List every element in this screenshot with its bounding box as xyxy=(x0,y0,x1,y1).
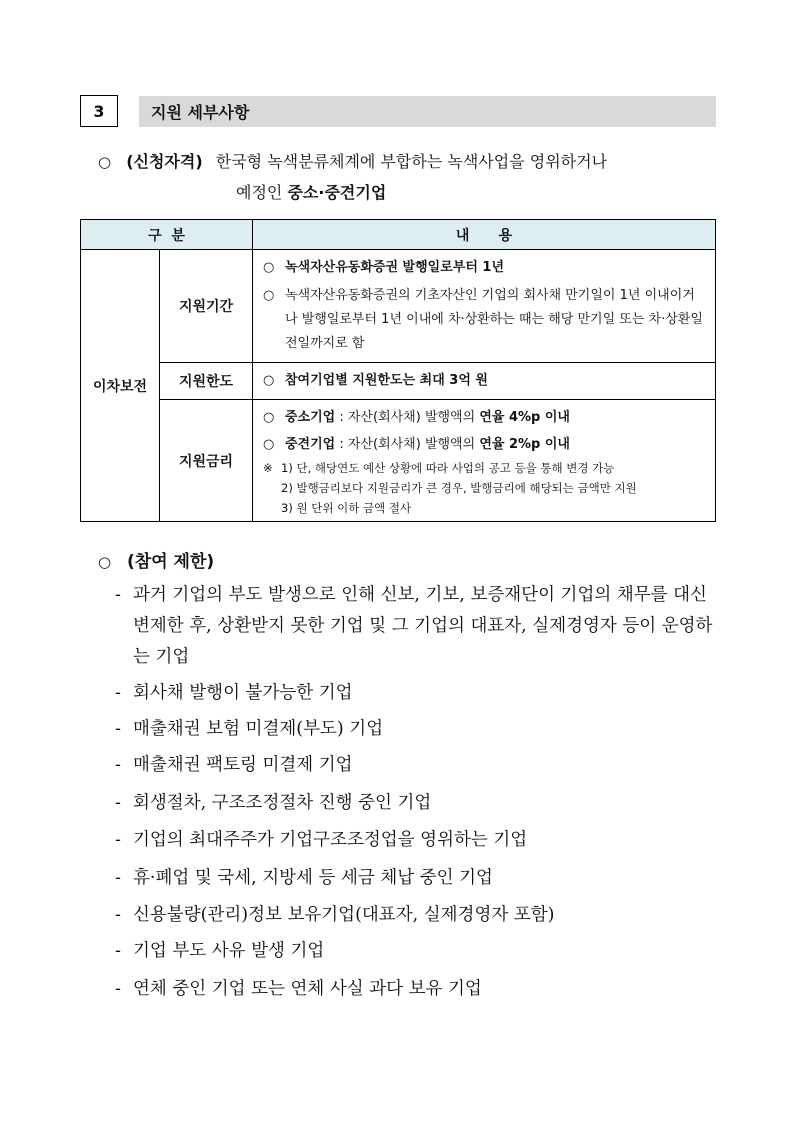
note-item: 2) 발행금리보다 지원금리가 큰 경우, 발행금리에 해당되는 금액만 지원 xyxy=(281,481,637,495)
list-item: ○ 녹색자산유동화증권의 기초자산인 기업의 회사채 만기일이 1년 이내이거나 발행일로부터 1년 이내에 차·상환하는 때는 해당 만기일 또는 차·상환일 전일까지로 함 xyxy=(263,288,703,351)
list-item: - 신용불량(관리)정보 보유기업(대표자, 실제경영자 포함) xyxy=(115,905,555,925)
list-item: - 기업 부도 사유 발생 기업 xyxy=(115,941,325,961)
list-item: - 과거 기업의 부도 발생으로 인해 신보, 기보, 보증재단이 기업의 채무를 대신 변제한 후, 상환받지 못한 기업 및 그 기업의 대표자, 실제경영자 등이 운영하는 기업 xyxy=(115,585,713,667)
eligibility-line2 xyxy=(236,180,386,203)
notes xyxy=(263,458,707,518)
limit-content xyxy=(253,363,716,400)
list-item: - 회사채 발행이 불가능한 기업 xyxy=(115,683,353,703)
section-number: 3 xyxy=(80,95,118,127)
category-cell: 이차보전 xyxy=(81,250,160,522)
restrictions-title: (참여 제한) xyxy=(127,552,215,572)
note-item: 3) 원 단위 이하 금액 절사 xyxy=(281,501,412,515)
table-header-row xyxy=(81,220,716,250)
row-label-limit: 지원한도 xyxy=(160,363,253,400)
eligibility-target: 중소·중견기업 xyxy=(287,183,387,202)
bullet-circle: ○ xyxy=(98,553,112,571)
list-item: - 연체 중인 기업 또는 연체 사실 과다 보유 기업 xyxy=(115,979,482,999)
row-label-rate: 지원금리 xyxy=(160,400,253,522)
rate-content xyxy=(253,400,716,522)
support-table xyxy=(80,219,716,522)
list-item: - 회생절차, 구조조정절차 진행 중인 기업 xyxy=(115,793,432,813)
row-label-period: 지원기간 xyxy=(160,250,253,363)
eligibility-text-cont: 예정인 xyxy=(236,183,288,202)
note-item: ※ 1) 단, 해당연도 예산 상황에 따라 사업의 공고 등을 통해 변경 가능 xyxy=(263,461,615,475)
eligibility-text: 한국형 녹색분류체계에 부합하는 녹색사업을 영위하거나 xyxy=(215,152,608,171)
section-title: 지원 세부사항 xyxy=(139,96,716,127)
list-item: - 매출채권 보험 미결제(부도) 기업 xyxy=(115,719,384,739)
table-row xyxy=(81,250,716,363)
restrictions-heading xyxy=(98,547,214,572)
table-row xyxy=(81,363,716,400)
list-item: - 매출채권 팩토링 미결제 기업 xyxy=(115,755,353,775)
eligibility-line1 xyxy=(98,149,607,172)
table-row xyxy=(81,400,716,522)
list-item: ○ 중견기업 : 자산(회사채) 발행액의 연율 2%p 이내 xyxy=(263,437,570,452)
bullet-circle: ○ xyxy=(98,153,112,171)
list-item: - 기업의 최대주주가 기업구조조정업을 영위하는 기업 xyxy=(115,830,528,850)
period-content xyxy=(253,250,716,363)
list-item: - 휴·폐업 및 국세, 지방세 등 세금 체납 중인 기업 xyxy=(115,868,493,888)
list-item: ○ 중소기업 : 자산(회사채) 발행액의 연율 4%p 이내 xyxy=(263,410,570,425)
header-category: 구 분 xyxy=(81,220,253,250)
list-item: ○ 녹색자산유동화증권 발행일로부터 1년 xyxy=(263,260,505,275)
header-content: 내 용 xyxy=(253,220,716,250)
list-item: ○ 참여기업별 지원한도는 최대 3억 원 xyxy=(263,373,488,388)
eligibility-label: (신청자격) xyxy=(126,152,203,171)
